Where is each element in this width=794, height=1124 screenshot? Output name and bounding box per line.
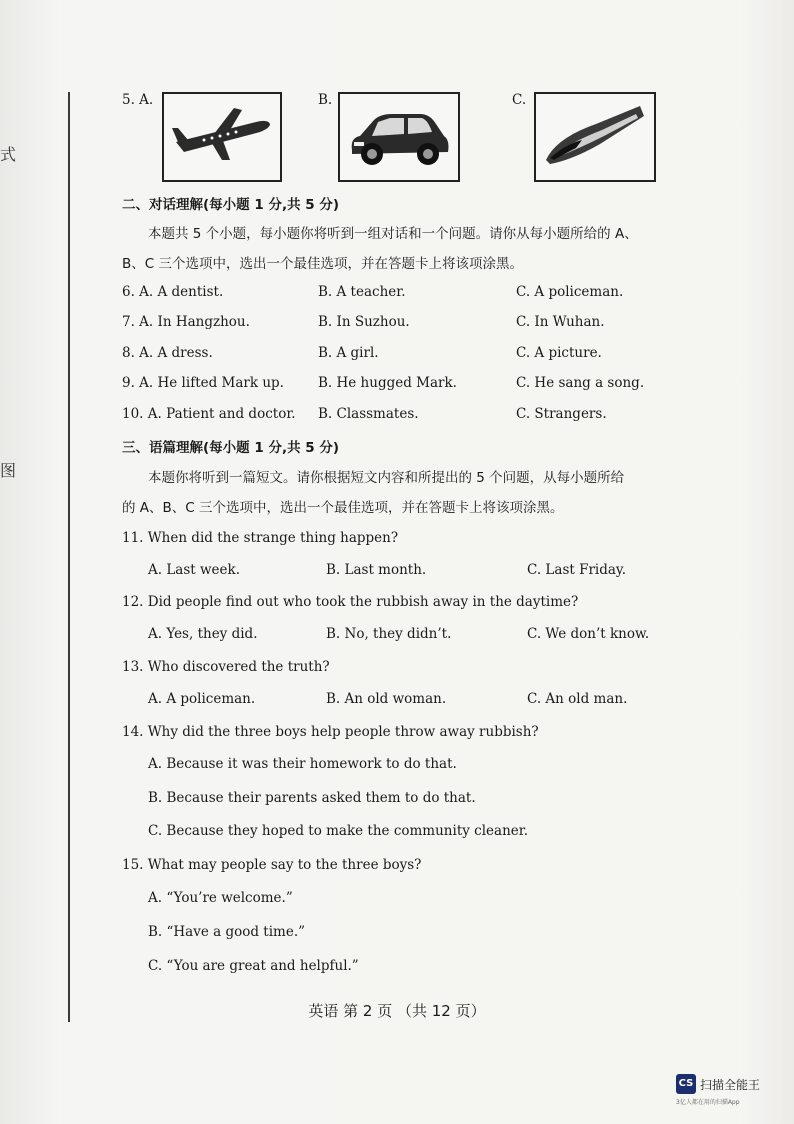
q11-stem: 11. When did the strange thing happen? bbox=[122, 530, 399, 546]
q6-option-c[interactable]: C. A policeman. bbox=[516, 284, 624, 300]
q14-option-b[interactable]: B. Because their parents asked them to do that. bbox=[148, 790, 476, 806]
airplane-icon bbox=[164, 94, 280, 180]
q13-stem: 13. Who discovered the truth? bbox=[122, 659, 330, 675]
q9-option-b[interactable]: B. He hugged Mark. bbox=[318, 375, 457, 391]
q5-number: 5. A. bbox=[122, 92, 154, 108]
section2-intro-line1: 本题共 5 个小题，每小题你将听到一组对话和一个问题。请你从每小题所给的 A、 bbox=[148, 226, 638, 242]
section3-heading: 三、语篇理解(每小题 1 分,共 5 分) bbox=[122, 440, 340, 456]
high-speed-train-icon bbox=[536, 94, 654, 180]
q15-option-b[interactable]: B. “Have a good time.” bbox=[148, 924, 306, 940]
margin-mark: 图 bbox=[0, 461, 17, 480]
car-icon bbox=[340, 94, 458, 180]
q14-option-c[interactable]: C. Because they hoped to make the community cleaner. bbox=[148, 823, 529, 839]
q12-option-a[interactable]: A. Yes, they did. bbox=[148, 626, 258, 642]
q8-option-c[interactable]: C. A picture. bbox=[516, 345, 602, 361]
section3-intro-line2: 的 A、B、C 三个选项中，选出一个最佳选项，并在答题卡上将该项涂黑。 bbox=[122, 500, 564, 516]
q12-option-c[interactable]: C. We don’t know. bbox=[527, 626, 650, 642]
q12-stem: 12. Did people find out who took the rubbish away in the daytime? bbox=[122, 594, 579, 610]
q7-option-a[interactable]: 7. A. In Hangzhou. bbox=[122, 314, 250, 330]
page-footer: 英语 第 2 页 （共 12 页） bbox=[308, 1002, 486, 1020]
section2-heading: 二、对话理解(每小题 1 分,共 5 分) bbox=[122, 197, 340, 213]
q5-c-label: C. bbox=[512, 92, 527, 108]
q7-option-b[interactable]: B. In Suzhou. bbox=[318, 314, 410, 330]
q5-b-label: B. bbox=[318, 92, 333, 108]
q6-option-a[interactable]: 6. A. A dentist. bbox=[122, 284, 224, 300]
q9-option-c[interactable]: C. He sang a song. bbox=[516, 375, 645, 391]
q10-option-b[interactable]: B. Classmates. bbox=[318, 406, 419, 422]
q13-option-c[interactable]: C. An old man. bbox=[527, 691, 628, 707]
q14-option-a[interactable]: A. Because it was their homework to do that. bbox=[148, 756, 457, 772]
scanner-logo-icon: CS bbox=[676, 1074, 696, 1094]
binding-line bbox=[68, 92, 70, 1022]
option-a-picture[interactable] bbox=[162, 92, 282, 182]
q15-option-c[interactable]: C. “You are great and helpful.” bbox=[148, 958, 359, 974]
option-c-picture[interactable] bbox=[534, 92, 656, 182]
q11-option-a[interactable]: A. Last week. bbox=[148, 562, 240, 578]
q12-option-b[interactable]: B. No, they didn’t. bbox=[326, 626, 452, 642]
option-b-picture[interactable] bbox=[338, 92, 460, 182]
q7-option-c[interactable]: C. In Wuhan. bbox=[516, 314, 605, 330]
margin-mark: 式 bbox=[0, 145, 17, 164]
q10-option-c[interactable]: C. Strangers. bbox=[516, 406, 607, 422]
q8-option-a[interactable]: 8. A. A dress. bbox=[122, 345, 213, 361]
scanner-name: 扫描全能王 bbox=[700, 1078, 761, 1092]
section3-intro-line1: 本题你将听到一篇短文。请你根据短文内容和所提出的 5 个问题，从每小题所给 bbox=[148, 470, 625, 486]
q11-option-b[interactable]: B. Last month. bbox=[326, 562, 427, 578]
q6-option-b[interactable]: B. A teacher. bbox=[318, 284, 406, 300]
scanner-tagline: 3亿人都在用的扫描App bbox=[676, 1099, 740, 1106]
q15-stem: 15. What may people say to the three boys? bbox=[122, 857, 422, 873]
q9-option-a[interactable]: 9. A. He lifted Mark up. bbox=[122, 375, 284, 391]
q13-option-a[interactable]: A. A policeman. bbox=[148, 691, 256, 707]
q8-option-b[interactable]: B. A girl. bbox=[318, 345, 379, 361]
q15-option-a[interactable]: A. “You’re welcome.” bbox=[148, 890, 293, 906]
section2-intro-line2: B、C 三个选项中，选出一个最佳选项，并在答题卡上将该项涂黑。 bbox=[122, 256, 523, 272]
q13-option-b[interactable]: B. An old woman. bbox=[326, 691, 447, 707]
q14-stem: 14. Why did the three boys help people throw away rubbish? bbox=[122, 724, 539, 740]
q11-option-c[interactable]: C. Last Friday. bbox=[527, 562, 627, 578]
q10-option-a[interactable]: 10. A. Patient and doctor. bbox=[122, 406, 296, 422]
